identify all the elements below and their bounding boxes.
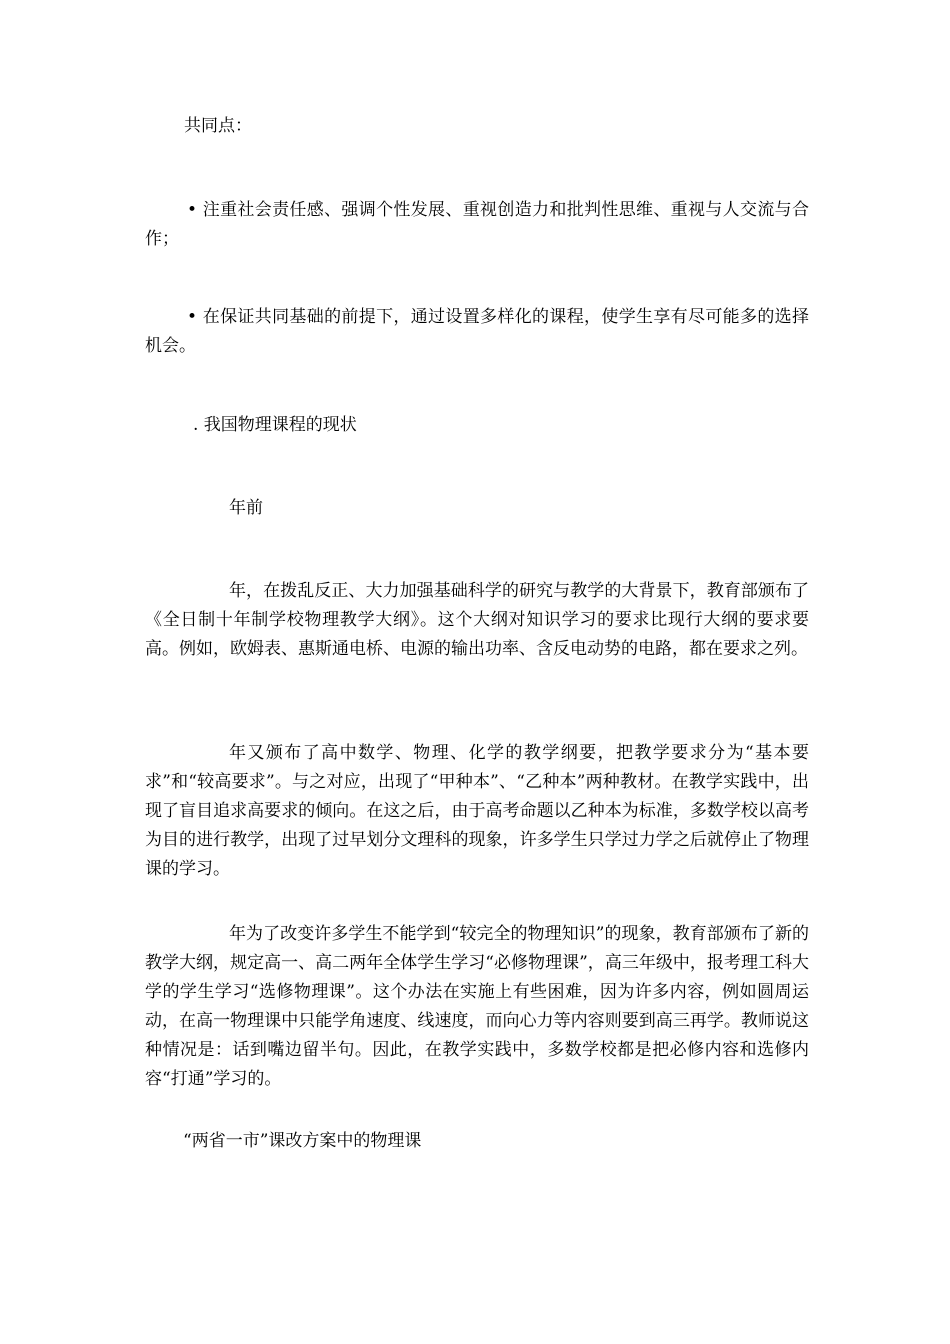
paragraph-teaching-syllabus: 年，在拨乱反正、大力加强基础科学的研究与教学的大背景下，教育部颁布了《全日制十年制学校物理教学大纲》。这个大纲对知识学习的要求比现行大纲的要求要高。例如，欧姆表、惠斯通电桥、电源的输出功率、含反电动势的电路，都在要求之列。 (145, 581, 809, 659)
heading-two-provinces-one-city: “两省一市”课改方案中的物理课 (183, 1131, 422, 1151)
bullet-item-social-responsibility: • 注重社会责任感、强调个性发展、重视创造力和批判性思维、重视与人交流与合作； (145, 200, 809, 249)
paragraph-new-syllabus: 年为了改变许多学生不能学到“较完全的物理知识”的现象，教育部颁布了新的教学大纲，规定高一、高二两年全体学生学习“必修物理课”，高三年级中，报考理工科大学的学生学习“选修物理课”。这个办法在实施上有些困难，因为许多内容，例如圆周运动，在高一物理课中只能学角速度、线速度，而向心力等内容则要到高三再学。教师说这种情况是：话到嘴边留半句。因此，在教学实践中，多数学校都是把必修内容和选修内容“打通”学习的。 (145, 924, 809, 1089)
subheading-years-ago: 年前 (229, 498, 263, 518)
common-points-heading: 共同点： (184, 116, 252, 136)
paragraph-teaching-outline: 年又颁布了高中数学、物理、化学的教学纲要，把教学要求分为“基本要求”和“较高要求”。与之对应，出现了“甲种本”、“乙种本”两种教材。在教学实践中，出现了盲目追求高要求的倾向。在这之后，由于高考命题以乙种本为标准，多数学校以高考为目的进行教学，出现了过早划分文理科的现象，许多学生只学过力学之后就停止了物理课的学习。 (145, 743, 809, 879)
bullet-item-diverse-courses: • 在保证共同基础的前提下，通过设置多样化的课程，使学生享有尽可能多的选择机会。 (145, 307, 809, 356)
section-heading-physics-curriculum-status: . 我国物理课程的现状 (193, 415, 357, 435)
